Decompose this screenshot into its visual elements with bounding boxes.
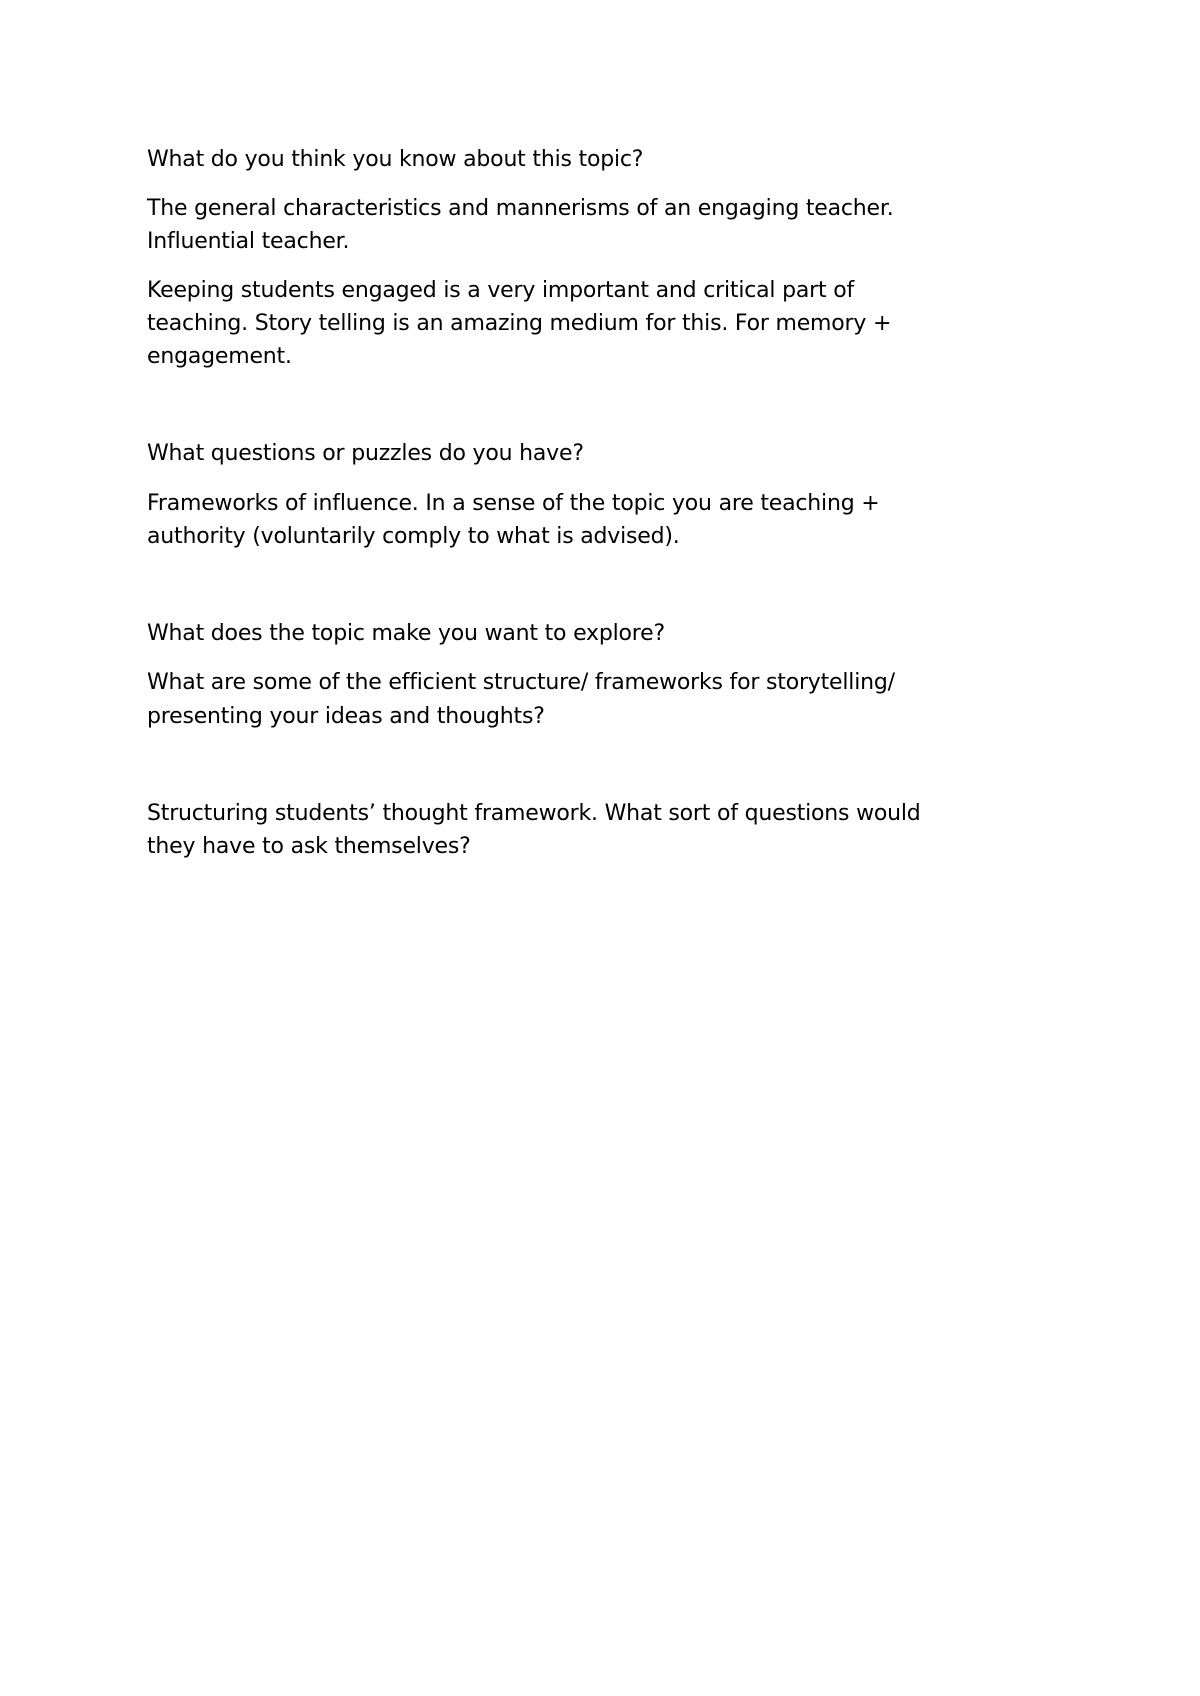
answer-text: Keeping students engaged is a very important and critical part of [147,278,855,303]
question-puzzles: What questions or puzzles do you have? [147,441,584,466]
answer-text: they have to ask themselves? [147,834,471,859]
answer-text: Frameworks of influence. In a sense of the topic you are teaching + [147,491,880,516]
answer-text: presenting your ideas and thoughts? [147,704,545,729]
answer-text: engagement. [147,344,292,369]
answer-text: Structuring students’ thought framework. What sort of questions would [147,801,921,826]
answer-text: What are some of the efficient structure/ frameworks for storytelling/ [147,670,895,695]
answer-text: Influential teacher. [147,229,350,254]
answer-text: The general characteristics and mannerisms of an engaging teacher. [147,196,894,221]
answer-text: authority (voluntarily comply to what is advised). [147,524,680,549]
question-know: What do you think you know about this topic? [147,147,644,172]
question-explore: What does the topic make you want to explore? [147,621,665,646]
answer-text: teaching. Story telling is an amazing medium for this. For memory + [147,311,892,336]
